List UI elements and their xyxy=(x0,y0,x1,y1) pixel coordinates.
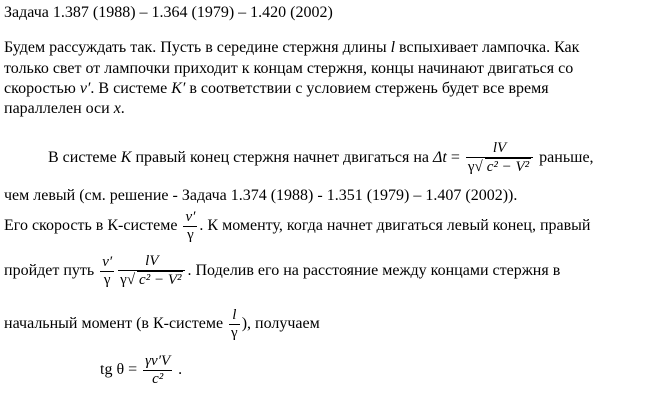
fraction-denominator xyxy=(466,158,533,176)
text: Будем рассуждать так. Пусть в середине стержня длины xyxy=(4,39,391,56)
equals: = xyxy=(124,361,142,378)
fraction-denominator: γ xyxy=(187,226,194,243)
fraction-delta-t xyxy=(466,140,533,176)
fraction-denominator xyxy=(118,271,185,289)
text: . xyxy=(120,100,125,117)
fraction-numerator: v′ xyxy=(185,208,196,225)
fraction-l-over-gamma xyxy=(229,307,240,342)
paragraph2-line1 xyxy=(48,138,594,178)
paragraph1-line3 xyxy=(4,79,549,99)
var-K: K xyxy=(120,149,132,166)
text: пройдет путь xyxy=(4,262,99,279)
fraction-numerator: γv′V xyxy=(145,352,171,369)
radicand: c² − V² xyxy=(139,272,182,289)
equals: = xyxy=(446,149,464,166)
fraction-lV xyxy=(118,253,185,289)
fraction-v-over-gamma xyxy=(100,254,114,289)
text: параллелен оси xyxy=(4,100,114,117)
text: . В системе xyxy=(90,80,172,97)
paragraph1-line2: только свет от лампочки приходит к концам стержня, концы начинают двигаться со xyxy=(4,60,574,77)
fraction-numerator: lV xyxy=(466,140,533,158)
paragraph1-line1 xyxy=(4,38,579,58)
paragraph1-line4 xyxy=(4,99,125,119)
var-K-prime: K′ xyxy=(171,80,186,97)
text: . Поделив его на расстояние между концами стержня в xyxy=(187,262,561,279)
formula-end: . xyxy=(174,361,183,378)
fraction-denominator: c² xyxy=(152,370,164,387)
fraction-denominator: γ xyxy=(103,271,111,288)
fraction-numerator: lV xyxy=(118,253,185,271)
text: ), получаем xyxy=(241,315,320,332)
paragraph3-line2 xyxy=(4,251,560,291)
paragraph3-line1 xyxy=(4,206,590,246)
delta-t: Δt xyxy=(432,149,447,166)
fraction-numerator: l xyxy=(229,307,240,325)
text: начальный момент (в К-системе xyxy=(4,315,228,332)
paragraph2-line2: чем левый (см. решение - Задача 1.374 (1988) - 1.351 (1979) – 1.407 (2002)). xyxy=(4,187,518,204)
var-l: l xyxy=(390,39,396,56)
paragraph3-line3 xyxy=(4,304,320,344)
text: вспыхивает лампочка. Как xyxy=(395,39,580,56)
text: . К моменту, когда начнет двигаться левый конец, правый xyxy=(199,217,591,234)
fraction-v-over-gamma xyxy=(183,209,197,244)
gamma: γ xyxy=(467,159,475,176)
var-x: x xyxy=(113,100,121,117)
fraction-numerator: v′ xyxy=(102,253,113,270)
text: раньше, xyxy=(535,149,594,166)
text: В системе xyxy=(48,149,121,166)
gamma: γ xyxy=(120,272,127,289)
radicand: c² − V² xyxy=(486,159,530,176)
problem-title: Задача 1.387 (1988) – 1.364 (1979) – 1.420 (2002) xyxy=(4,4,333,21)
text: в соответствии с условием стержень будет все время xyxy=(185,80,549,97)
sqrt: √ c² − V² xyxy=(474,159,530,176)
final-formula xyxy=(100,350,182,390)
text: Его скорость в К-системе xyxy=(4,217,182,234)
text: скоростью xyxy=(4,80,80,97)
var-v-prime: v′ xyxy=(79,80,91,97)
fraction-denominator: γ xyxy=(231,324,238,341)
tg-theta: tg θ xyxy=(100,361,125,378)
sqrt: √ c² − V² xyxy=(126,272,182,289)
text: правый конец стержня начнет двигаться на xyxy=(131,149,433,166)
fraction-tg-theta xyxy=(143,353,172,388)
